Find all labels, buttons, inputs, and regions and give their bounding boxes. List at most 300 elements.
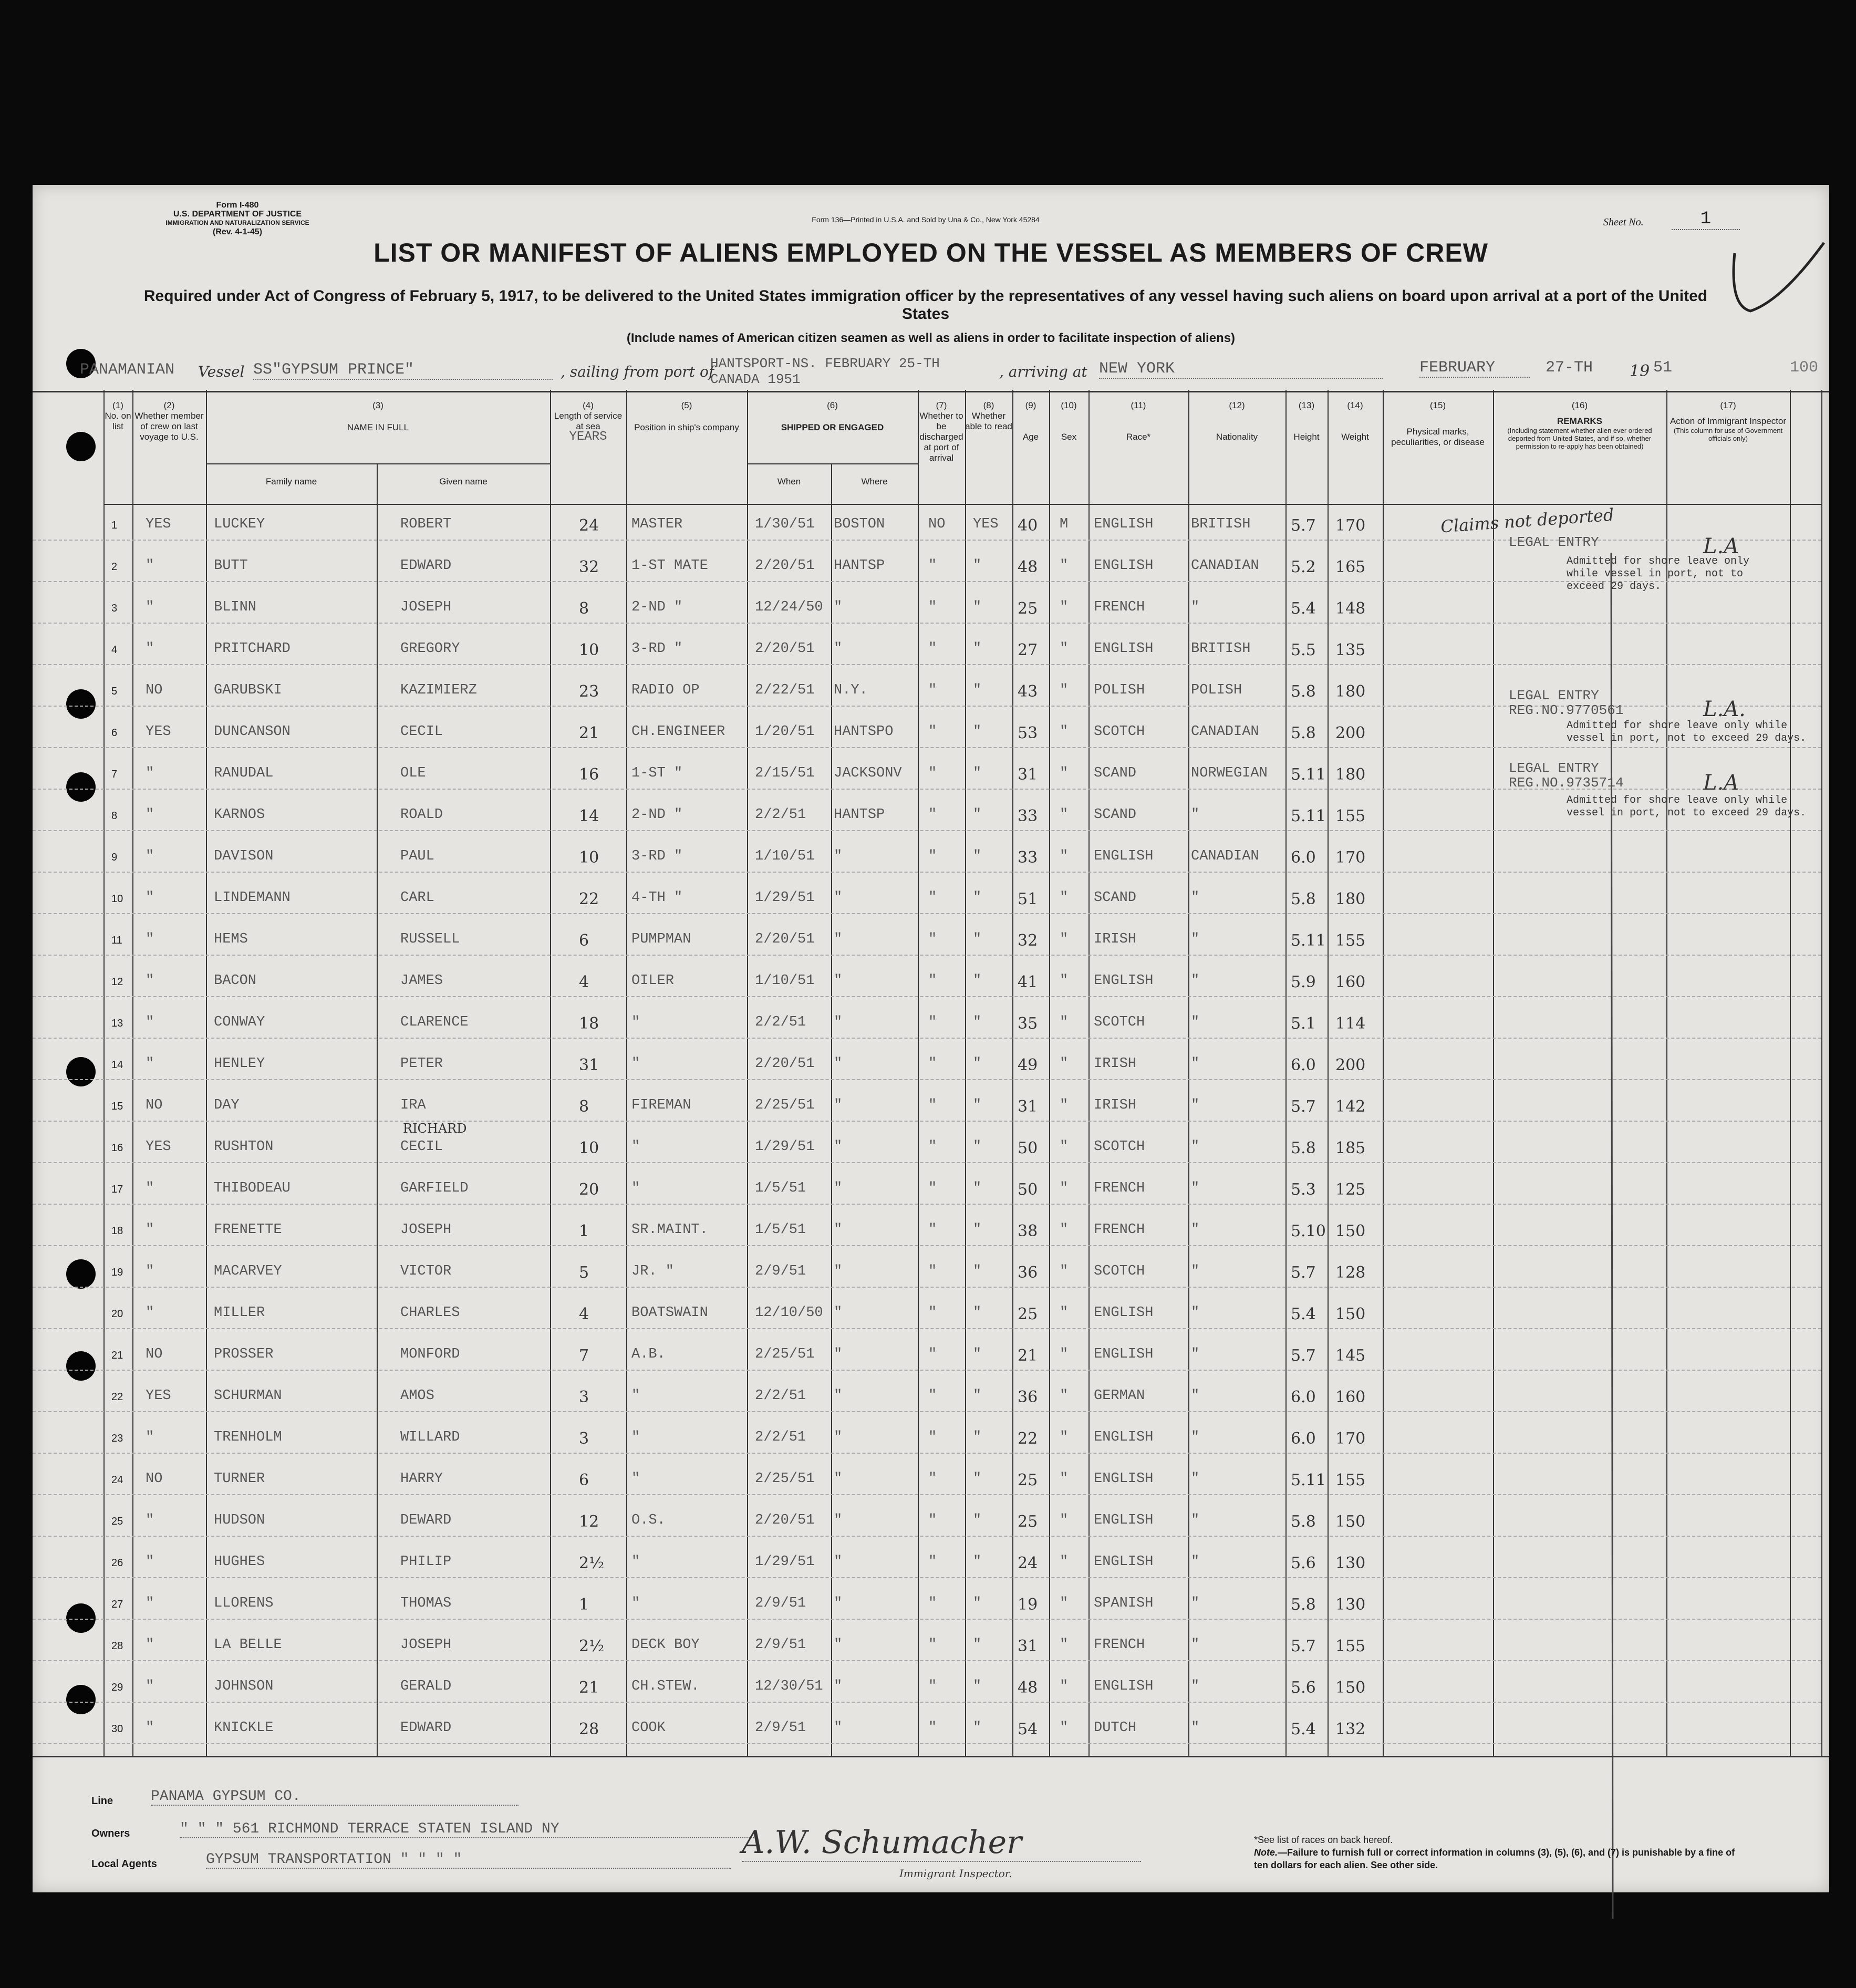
cell-given: JOSEPH [400, 599, 452, 615]
cell-nationality: NORWEGIAN [1191, 765, 1268, 781]
cell-age: 53 [1018, 724, 1038, 742]
cell-when: 1/30/51 [755, 516, 815, 532]
cell-sex: " [1060, 558, 1069, 574]
table-row [33, 1011, 1821, 1039]
cell-height: 5.7 [1291, 1097, 1316, 1116]
cell-position: " [631, 1430, 640, 1445]
note-text: —Failure to furnish full or correct information in columns (3), (5), (6), and (7) is punishable by a fine of ten dollars for each alien. See other side. [1254, 1847, 1735, 1870]
cell-height: 5.11 [1291, 931, 1326, 950]
cell-prev: " [146, 807, 154, 823]
cell-prev: " [146, 1264, 154, 1279]
cell-service: 22 [579, 890, 599, 908]
cell-service: 3 [579, 1388, 589, 1406]
cell-position: OILER [631, 973, 675, 989]
cell-weight: 155 [1335, 931, 1366, 950]
cell-height: 5.4 [1291, 599, 1316, 618]
cell-given: JAMES [400, 973, 443, 989]
cell-where: N.Y. [834, 682, 868, 698]
arriving-label: , arriving at [999, 363, 1087, 380]
cell-discharged: " [928, 931, 937, 947]
cell-height: 5.7 [1291, 1347, 1316, 1365]
cell-discharged: " [928, 1222, 937, 1238]
cell-service: 20 [579, 1181, 599, 1199]
owners-value: " " " 561 RICHMOND TERRACE STATEN ISLAND NY [180, 1821, 758, 1838]
cell-given: THOMAS [400, 1596, 452, 1611]
cell-prev: " [146, 1430, 154, 1445]
cell-service: 6 [579, 931, 589, 950]
header-bottom-border [103, 504, 1821, 505]
action-7: L.A [1703, 771, 1739, 795]
arrival-day: 27-TH [1546, 359, 1593, 377]
cell-given: RUSSELL [400, 931, 460, 947]
inspector-label: Immigrant Inspector. [899, 1867, 1012, 1880]
cell-nationality: " [1191, 973, 1200, 989]
cell-age: 31 [1018, 1637, 1038, 1655]
sheet-number: 1 [1672, 209, 1740, 230]
cell-family: DAVISON [214, 848, 274, 864]
cell-age: 50 [1018, 1181, 1038, 1199]
cell-nationality: " [1191, 931, 1200, 947]
cell-race: ENGLISH [1094, 848, 1154, 864]
cell-race: SCAND [1094, 807, 1137, 823]
cell-position: FIREMAN [631, 1097, 691, 1113]
cell-height: 6.0 [1291, 1056, 1316, 1074]
cell-no: 16 [111, 1142, 123, 1154]
cell-nationality: " [1191, 1471, 1200, 1487]
cell-when: 1/29/51 [755, 1139, 815, 1155]
table-top-border [33, 391, 1829, 392]
cell-nationality: " [1191, 1139, 1200, 1155]
remark-shore-leave-8: Admitted for shore leave only while vessel in port, not to exceed 29 days. [1567, 794, 1807, 819]
action-5: L.A. [1703, 697, 1746, 721]
cell-given: HARRY [400, 1471, 443, 1487]
table-row [33, 1551, 1821, 1578]
cell-discharged: " [928, 1554, 937, 1570]
cell-family: LINDEMANN [214, 890, 291, 906]
cell-age: 41 [1018, 973, 1038, 991]
cell-service: 10 [579, 1139, 599, 1157]
cell-race: SCOTCH [1094, 1014, 1145, 1030]
cell-nationality: CANADIAN [1191, 558, 1259, 574]
cell-nationality: " [1191, 1097, 1200, 1113]
cell-sex: " [1060, 1222, 1069, 1238]
cell-family: PRITCHARD [214, 641, 291, 657]
cell-weight: 200 [1335, 1056, 1366, 1074]
cell-read: " [973, 1554, 982, 1570]
cell-where: HANTSP [834, 807, 885, 823]
cell-where: " [834, 1720, 843, 1736]
cell-discharged: " [928, 1471, 937, 1487]
cell-sex: " [1060, 1679, 1069, 1694]
cell-race: ENGLISH [1094, 641, 1154, 657]
page-mark: 100 [1790, 359, 1819, 377]
header-col-13: (13) Height [1293, 400, 1320, 442]
cell-given: AMOS [400, 1388, 434, 1404]
cell-when: 1/10/51 [755, 848, 815, 864]
cell-given: JOSEPH [400, 1637, 452, 1653]
cell-when: 2/20/51 [755, 1056, 815, 1072]
cell-race: DUTCH [1094, 1720, 1137, 1736]
cell-no: 17 [111, 1184, 123, 1195]
cell-nationality: POLISH [1191, 682, 1242, 698]
cell-age: 40 [1018, 516, 1038, 535]
cell-discharged: " [928, 807, 937, 823]
cell-family: BLINN [214, 599, 257, 615]
cell-no: 7 [111, 769, 118, 780]
cell-service: 4 [579, 1305, 589, 1323]
cell-weight: 160 [1335, 973, 1366, 991]
cell-service: 21 [579, 724, 599, 742]
cell-position: " [631, 1181, 640, 1196]
cell-when: 1/5/51 [755, 1181, 806, 1196]
cell-position: " [631, 1554, 640, 1570]
cell-read: " [973, 1181, 982, 1196]
cell-when: 2/2/51 [755, 1430, 806, 1445]
line-value: PANAMA GYPSUM CO. [151, 1788, 519, 1806]
cell-given: PETER [400, 1056, 443, 1072]
cell-race: FRENCH [1094, 1222, 1145, 1238]
cell-age: 25 [1018, 599, 1038, 618]
cell-age: 48 [1018, 1679, 1038, 1697]
cell-height: 5.6 [1291, 1679, 1316, 1697]
cell-race: SCAND [1094, 890, 1137, 906]
cell-nationality: " [1191, 1014, 1200, 1030]
revision: (Rev. 4-1-45) [213, 227, 262, 236]
cell-given: GERALD [400, 1679, 452, 1694]
cell-when: 12/24/50 [755, 599, 823, 615]
cell-race: ENGLISH [1094, 558, 1154, 574]
cell-position: 2-ND " [631, 807, 683, 823]
cell-age: 50 [1018, 1139, 1038, 1157]
cell-discharged: NO [928, 516, 946, 532]
cell-when: 12/30/51 [755, 1679, 823, 1694]
owners-label: Owners [91, 1828, 130, 1839]
line-label: Line [91, 1795, 113, 1807]
cell-weight: 180 [1335, 682, 1366, 701]
cell-prev: " [146, 1181, 154, 1196]
cell-sex: " [1060, 765, 1069, 781]
cell-service: 5 [579, 1264, 589, 1282]
cell-service: 18 [579, 1014, 599, 1033]
remark-legal-entry-1: LEGAL ENTRY [1509, 534, 1599, 550]
cell-where: HANTSP [834, 558, 885, 574]
cell-sex: " [1060, 1430, 1069, 1445]
cell-age: 36 [1018, 1264, 1038, 1282]
cell-when: 2/20/51 [755, 931, 815, 947]
cell-position: 3-RD " [631, 848, 683, 864]
ditto-bracket-line [1603, 553, 1619, 1919]
cell-position: A.B. [631, 1347, 666, 1362]
cell-race: ENGLISH [1094, 1430, 1154, 1445]
cell-nationality: " [1191, 599, 1200, 615]
cell-family: BUTT [214, 558, 248, 574]
cell-position: 2-ND " [631, 599, 683, 615]
cell-service: 12 [579, 1513, 599, 1531]
cell-given: GARFIELD [400, 1181, 469, 1196]
cell-when: 2/2/51 [755, 1014, 806, 1030]
cell-where: " [834, 1347, 843, 1362]
cell-race: FRENCH [1094, 1637, 1145, 1653]
cell-prev: NO [146, 682, 163, 698]
cell-sex: " [1060, 890, 1069, 906]
cell-where: " [834, 1222, 843, 1238]
cell-when: 1/10/51 [755, 973, 815, 989]
cell-no: 21 [111, 1350, 123, 1361]
cell-race: POLISH [1094, 682, 1145, 698]
cell-age: 36 [1018, 1388, 1038, 1406]
cell-discharged: " [928, 599, 937, 615]
cell-read: " [973, 599, 982, 615]
cell-discharged: " [928, 641, 937, 657]
cell-family: DAY [214, 1097, 240, 1113]
cell-discharged: " [928, 848, 937, 864]
cell-discharged: " [928, 1596, 937, 1611]
cell-read: " [973, 848, 982, 864]
cell-nationality: BRITISH [1191, 641, 1251, 657]
arrival-month: FEBRUARY [1419, 359, 1530, 378]
cell-prev: " [146, 1056, 154, 1072]
table-row [33, 721, 1821, 748]
cell-service: 10 [579, 848, 599, 867]
cell-when: 1/29/51 [755, 890, 815, 906]
cell-height: 5.8 [1291, 1596, 1316, 1614]
cell-family: LLORENS [214, 1596, 274, 1611]
cell-weight: 155 [1335, 1637, 1366, 1655]
cell-nationality: " [1191, 1056, 1200, 1072]
cell-where: " [834, 641, 843, 657]
cell-discharged: " [928, 1305, 937, 1321]
cell-weight: 130 [1335, 1554, 1366, 1572]
cell-weight: 155 [1335, 807, 1366, 825]
cell-no: 15 [111, 1101, 123, 1112]
cell-nationality: " [1191, 1596, 1200, 1611]
cell-weight: 170 [1335, 848, 1366, 867]
header-col-17: (17) Action of Immigrant Inspector (This column for use of Government officials only) [1670, 400, 1787, 442]
cell-family: TRENHOLM [214, 1430, 282, 1445]
cell-when: 1/5/51 [755, 1222, 806, 1238]
cell-when: 2/25/51 [755, 1471, 815, 1487]
cell-prev: " [146, 890, 154, 906]
cell-height: 5.3 [1291, 1181, 1316, 1199]
cell-prev: YES [146, 724, 171, 740]
cell-sex: " [1060, 807, 1069, 823]
cell-discharged: " [928, 724, 937, 740]
cell-when: 2/25/51 [755, 1347, 815, 1362]
table-row [33, 1592, 1821, 1620]
arrival-year-prefix: 19 [1630, 362, 1650, 380]
cell-height: 5.8 [1291, 1139, 1316, 1157]
cell-sex: " [1060, 1554, 1069, 1570]
cell-height: 5.8 [1291, 890, 1316, 908]
cell-given: ROALD [400, 807, 443, 823]
header-when: When [777, 477, 801, 486]
vessel-name: SS"GYPSUM PRINCE" [253, 361, 553, 380]
cell-where: " [834, 1056, 843, 1072]
cell-race: ENGLISH [1094, 516, 1154, 532]
column-rule [1821, 390, 1822, 1756]
manifest-sheet [33, 185, 1829, 1892]
cell-prev: " [146, 1554, 154, 1570]
cell-sex: " [1060, 1720, 1069, 1736]
cell-prev: YES [146, 516, 171, 532]
service-name: IMMIGRATION AND NATURALIZATION SERVICE [165, 219, 309, 226]
cell-read: " [973, 973, 982, 989]
cell-discharged: " [928, 1347, 937, 1362]
sheet-number-label: Sheet No. [1603, 216, 1644, 228]
cell-weight: 150 [1335, 1513, 1366, 1531]
cell-weight: 180 [1335, 890, 1366, 908]
cell-weight: 130 [1335, 1596, 1366, 1614]
agents-label: Local Agents [91, 1858, 157, 1870]
cell-prev: " [146, 973, 154, 989]
header-col-3: (3) NAME IN FULL [347, 400, 409, 432]
cell-position: SR.MAINT. [631, 1222, 708, 1238]
cell-race: IRISH [1094, 931, 1137, 947]
cell-read: " [973, 1471, 982, 1487]
cell-when: 2/22/51 [755, 682, 815, 698]
cell-weight: 180 [1335, 765, 1366, 784]
cell-age: 25 [1018, 1513, 1038, 1531]
cell-no: 11 [111, 935, 122, 946]
cell-where: " [834, 973, 843, 989]
cell-race: FRENCH [1094, 599, 1145, 615]
page-title: LIST OR MANIFEST OF ALIENS EMPLOYED ON THE VESSEL AS MEMBERS OF CREW [374, 238, 1488, 267]
cell-race: ENGLISH [1094, 1305, 1154, 1321]
cell-weight: 145 [1335, 1347, 1366, 1365]
cell-no: 18 [111, 1225, 123, 1237]
voyage-line [80, 356, 1819, 387]
cell-read: " [973, 765, 982, 781]
cell-service: 6 [579, 1471, 589, 1489]
cell-position: PUMPMAN [631, 931, 691, 947]
cell-height: 5.7 [1291, 516, 1316, 535]
cell-height: 5.8 [1291, 682, 1316, 701]
cell-weight: 132 [1335, 1720, 1366, 1738]
cell-given: IRA [400, 1097, 426, 1113]
cell-weight: 125 [1335, 1181, 1366, 1199]
cell-read: " [973, 1720, 982, 1736]
cell-nationality: " [1191, 807, 1200, 823]
cell-age: 33 [1018, 807, 1038, 825]
cell-race: IRISH [1094, 1056, 1137, 1072]
cell-given: PAUL [400, 848, 434, 864]
cell-service: 31 [579, 1056, 599, 1074]
cell-height: 5.10 [1291, 1222, 1326, 1240]
cell-when: 2/20/51 [755, 1513, 815, 1528]
cell-no: 9 [111, 852, 118, 863]
cell-given: GREGORY [400, 641, 460, 657]
form-number: Form I-480 [216, 201, 259, 210]
cell-height: 5.4 [1291, 1720, 1316, 1738]
sailing-label: , sailing from port of [561, 363, 714, 380]
cell-height: 5.8 [1291, 1513, 1316, 1531]
cell-service: 3 [579, 1430, 589, 1448]
cell-position: " [631, 1596, 640, 1611]
cell-prev: NO [146, 1097, 163, 1113]
header-col-8: (8) Whether able to read [965, 400, 1012, 431]
cell-where: HANTSPO [834, 724, 894, 740]
cell-given: EDWARD [400, 558, 452, 574]
cell-read: " [973, 1679, 982, 1694]
cell-prev: " [146, 1679, 154, 1694]
table-row [33, 1219, 1821, 1246]
cell-given: KAZIMIERZ [400, 682, 477, 698]
cell-position: 1-ST " [631, 765, 683, 781]
header-col-4: (4) Length of service at sea YEARS [554, 400, 623, 444]
cell-where: " [834, 1637, 843, 1653]
cell-age: 25 [1018, 1471, 1038, 1489]
agents-value: GYPSUM TRANSPORTATION " " " " [206, 1851, 731, 1869]
cell-no: 27 [111, 1599, 123, 1610]
cell-height: 5.5 [1291, 641, 1316, 659]
table-row [33, 1053, 1821, 1080]
cell-no: 26 [111, 1557, 123, 1569]
remark-shore-leave-1: Admitted for shore leave only while vessel in port, not to exceed 29 days. [1567, 555, 1750, 593]
page-subtitle: Required under Act of Congress of February 5, 1917, to be delivered to the United States immigration officer by the representatives of any vessel having such aliens on board upon arrival at a port of the United States [143, 287, 1708, 323]
cell-nationality: " [1191, 1679, 1200, 1694]
cell-no: 14 [111, 1059, 123, 1071]
cell-weight: 135 [1335, 641, 1366, 659]
cell-prev: " [146, 641, 154, 657]
cell-prev: " [146, 1637, 154, 1653]
cell-weight: 148 [1335, 599, 1366, 618]
cell-service: 4 [579, 973, 589, 991]
cell-read: " [973, 1637, 982, 1653]
table-row [33, 1426, 1821, 1454]
cell-position: RADIO OP [631, 682, 700, 698]
cell-weight: 128 [1335, 1264, 1366, 1282]
cell-age: 21 [1018, 1347, 1038, 1365]
cell-no: 25 [111, 1516, 123, 1527]
cell-family: GARUBSKI [214, 682, 282, 698]
vessel-label: Vessel [198, 363, 245, 380]
cell-service: 28 [579, 1720, 599, 1738]
cell-weight: 150 [1335, 1305, 1366, 1323]
cell-nationality: " [1191, 1305, 1200, 1321]
remark-reg-no-5: REG.NO.9770561 [1509, 702, 1624, 718]
cell-weight: 200 [1335, 724, 1366, 742]
cell-position: DECK BOY [631, 1637, 700, 1653]
cell-race: SCOTCH [1094, 1264, 1145, 1279]
cell-prev: YES [146, 1388, 171, 1404]
cell-read: " [973, 807, 982, 823]
cell-discharged: " [928, 1056, 937, 1072]
flag-nationality: PANAMANIAN [80, 361, 175, 379]
cell-prev: " [146, 765, 154, 781]
cell-sex: " [1060, 1388, 1069, 1404]
cell-sex: " [1060, 1305, 1069, 1321]
table-row [33, 928, 1821, 956]
cell-where: " [834, 1139, 843, 1155]
cell-family: THIBODEAU [214, 1181, 291, 1196]
cell-family: KNICKLE [214, 1720, 274, 1736]
cell-discharged: " [928, 1014, 937, 1030]
table-bottom-border [33, 1756, 1829, 1757]
cell-position: CH.ENGINEER [631, 724, 725, 740]
cell-read: " [973, 724, 982, 740]
cell-position: " [631, 1471, 640, 1487]
cell-prev: NO [146, 1471, 163, 1487]
cell-discharged: " [928, 1181, 937, 1196]
cell-given: PHILIP [400, 1554, 452, 1570]
table-row [33, 845, 1821, 873]
table-row [33, 1468, 1821, 1495]
cell-position: " [631, 1388, 640, 1404]
cell-when: 2/2/51 [755, 1388, 806, 1404]
races-note: *See list of races on back hereof. [1254, 1835, 1393, 1845]
cell-where: " [834, 1430, 843, 1445]
cell-weight: 160 [1335, 1388, 1366, 1406]
